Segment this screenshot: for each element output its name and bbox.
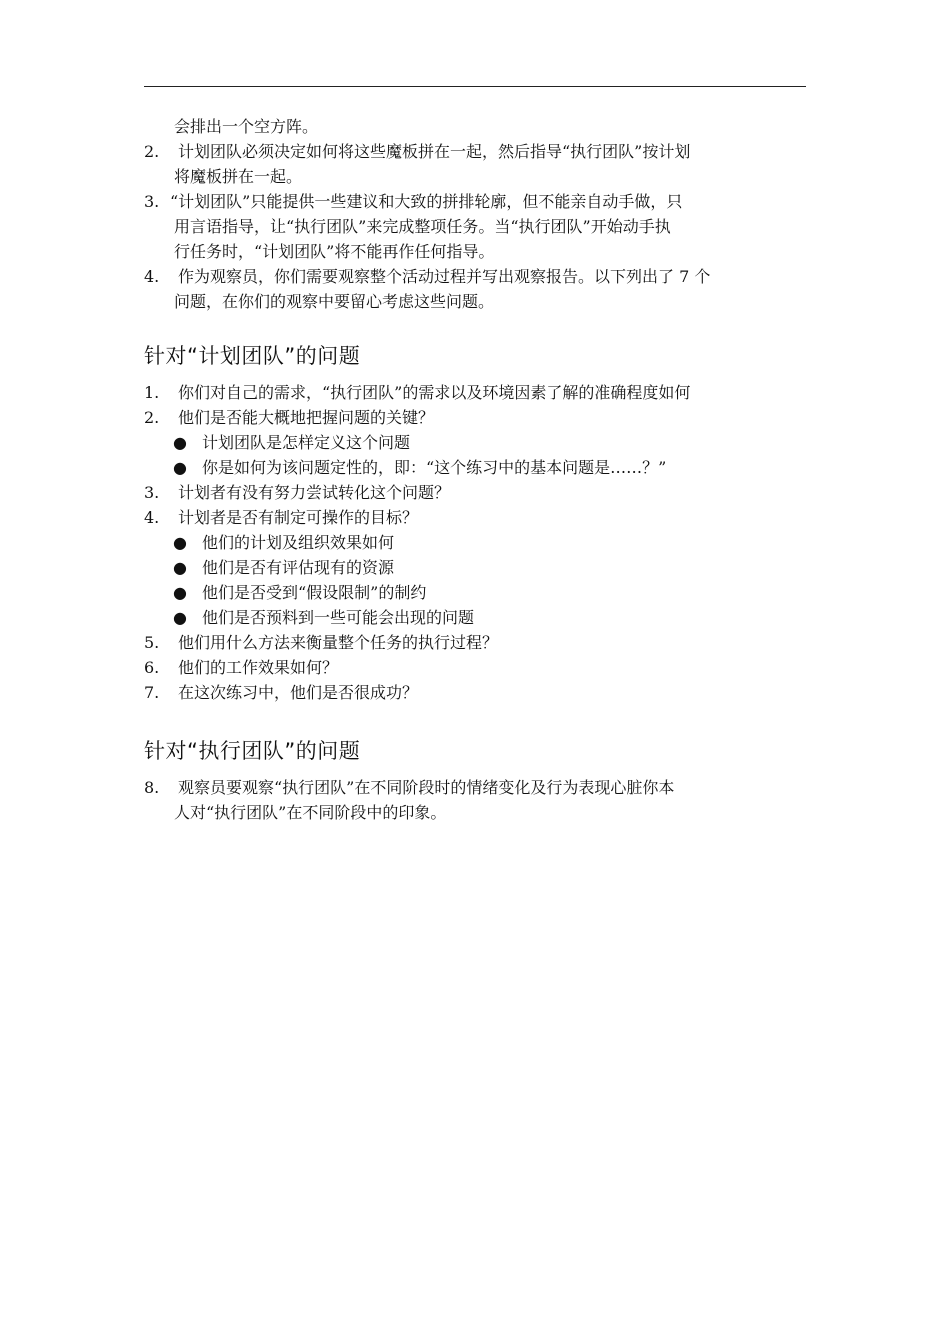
item-number: 4. xyxy=(144,508,160,527)
item-text: 他们是否能大概地把握问题的关键？ xyxy=(178,408,435,427)
item-number: 2. xyxy=(144,142,160,161)
item-number: 4. xyxy=(144,267,160,286)
item-number: 3. xyxy=(144,483,160,502)
item-text-continuation: 问题，在你们的观察中要留心考虑这些问题。 xyxy=(174,292,495,311)
bullet-text: 他们是否有评估现有的资源 xyxy=(202,558,395,577)
list-item xyxy=(144,775,808,800)
item-number: 1. xyxy=(144,383,160,402)
list-item xyxy=(144,480,808,505)
bullet-icon: ● xyxy=(173,458,187,477)
bullet-text: 计划团队是怎样定义这个问题 xyxy=(202,433,411,452)
section-heading: 针对“执行团队”的问题 xyxy=(144,739,361,763)
list-item xyxy=(144,380,808,405)
list-item xyxy=(144,680,808,705)
bullet-item xyxy=(144,455,808,480)
item-number: 7. xyxy=(144,683,160,702)
bullet-icon: ● xyxy=(173,608,187,627)
item-text-continuation: 人对“执行团队”在不同阶段中的印象。 xyxy=(174,803,447,822)
section-heading: 针对“计划团队”的问题 xyxy=(144,344,361,368)
bullet-icon: ● xyxy=(173,583,187,602)
item-number: 6. xyxy=(144,658,160,677)
bullet-item xyxy=(144,530,808,555)
bullet-text: 他们是否预料到一些可能会出现的问题 xyxy=(202,608,475,627)
bullet-text: 他们是否受到“假设限制”的制约 xyxy=(202,583,427,602)
item-text: 观察员要观察“执行团队”在不同阶段时的情绪变化及行为表现心脏你本 xyxy=(178,778,675,797)
item-text: “计划团队”只能提供一些建议和大致的拼排轮廓，但不能亲自动手做，只 xyxy=(170,192,683,211)
list-item xyxy=(144,405,808,430)
bullet-item xyxy=(144,580,808,605)
list-item xyxy=(144,655,808,680)
bullet-text: 他们的计划及组织效果如何 xyxy=(202,533,395,552)
item-text: 计划者是否有制定可操作的目标？ xyxy=(178,508,419,527)
item-text-continuation: 将魔板拼在一起。 xyxy=(174,167,303,186)
paragraph-continuation: 会排出一个空方阵。 xyxy=(174,117,319,136)
bullet-text: 你是如何为该问题定性的，即：“这个练习中的基本问题是……？” xyxy=(202,458,667,477)
item-text: 计划者有没有努力尝试转化这个问题？ xyxy=(178,483,451,502)
bullet-item xyxy=(144,605,808,630)
item-text: 你们对自己的需求，“执行团队”的需求以及环境因素了解的准确程度如何 xyxy=(178,383,691,402)
list-item xyxy=(144,630,808,655)
bullet-icon: ● xyxy=(173,558,187,577)
item-number: 2. xyxy=(144,408,160,427)
item-text-continuation: 行任务时，“计划团队”将不能再作任何指导。 xyxy=(174,242,495,261)
document-body xyxy=(144,114,808,825)
item-number: 5. xyxy=(144,633,160,652)
item-text: 作为观察员，你们需要观察整个活动过程并写出观察报告。以下列出了 7 个 xyxy=(178,267,711,286)
list-item xyxy=(144,264,808,289)
bullet-icon: ● xyxy=(173,533,187,552)
bullet-item xyxy=(144,430,808,455)
item-text: 他们用什么方法来衡量整个任务的执行过程？ xyxy=(178,633,499,652)
item-number: 3. xyxy=(144,192,160,211)
list-item xyxy=(144,505,808,530)
bullet-icon: ● xyxy=(173,433,187,452)
item-text: 在这次练习中，他们是否很成功？ xyxy=(178,683,419,702)
item-text: 计划团队必须决定如何将这些魔板拼在一起，然后指导“执行团队”按计划 xyxy=(178,142,691,161)
header-rule xyxy=(144,86,806,87)
item-text-continuation: 用言语指导，让“执行团队”来完成整项任务。当“执行团队”开始动手执 xyxy=(174,217,671,236)
item-text: 他们的工作效果如何？ xyxy=(178,658,339,677)
list-item xyxy=(144,139,808,164)
item-number: 8. xyxy=(144,778,160,797)
bullet-item xyxy=(144,555,808,580)
list-item xyxy=(144,189,808,214)
